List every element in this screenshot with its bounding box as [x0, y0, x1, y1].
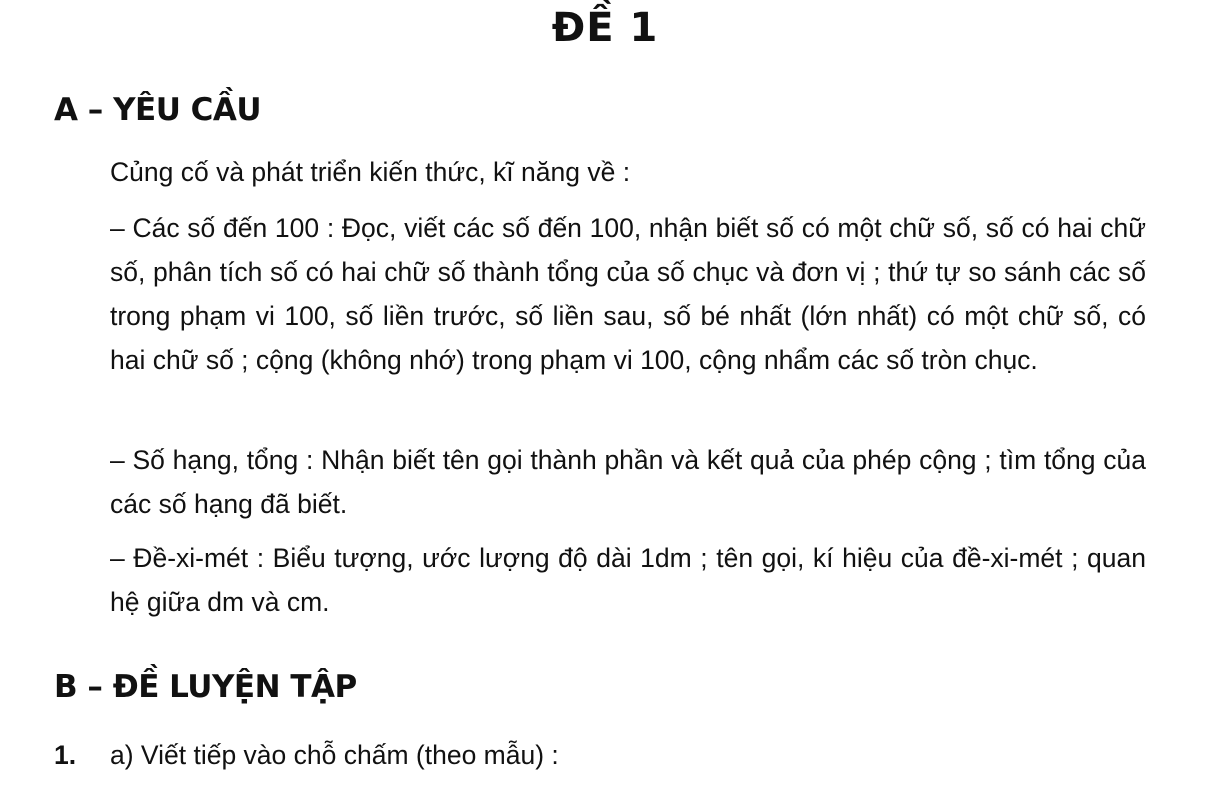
section-a-intro: Củng cố và phát triển kiến thức, kĩ năng về : — [110, 157, 631, 187]
exercise-1 — [54, 733, 559, 777]
section-b-heading: B – ĐỀ LUYỆN TẬP — [54, 669, 357, 705]
requirement-item-numbers-to-100: – Các số đến 100 : Đọc, viết các số đến 100, nhận biết số có một chữ số, số có hai chữ số, phân tích số có hai chữ số thành tổng của số chục và đơn vị ; thứ tự so sánh các số trong phạm vi 100, số liền trước, số liền sau, số bé nhất (lớn nhất) có một chữ số, có hai chữ số ; cộng (không nhớ) trong phạm vi 100, cộng nhẩm các số tròn chục. — [110, 213, 1146, 375]
requirement-item-addends-sum: – Số hạng, tổng : Nhận biết tên gọi thành phần và kết quả của phép cộng ; tìm tổng của các số hạng đã biết. — [110, 445, 1146, 519]
section-a-heading: A – YÊU CẦU — [54, 92, 262, 128]
page-title: ĐỀ 1 — [551, 5, 659, 51]
exercise-1-number: 1. — [54, 740, 77, 770]
requirement-item-decimeter: – Đề-xi-mét : Biểu tượng, ước lượng độ dài 1dm ; tên gọi, kí hiệu của đề-xi-mét ; quan hệ giữa dm và cm. — [110, 543, 1146, 617]
exercise-1-instruction: a) Viết tiếp vào chỗ chấm (theo mẫu) : — [110, 740, 559, 770]
